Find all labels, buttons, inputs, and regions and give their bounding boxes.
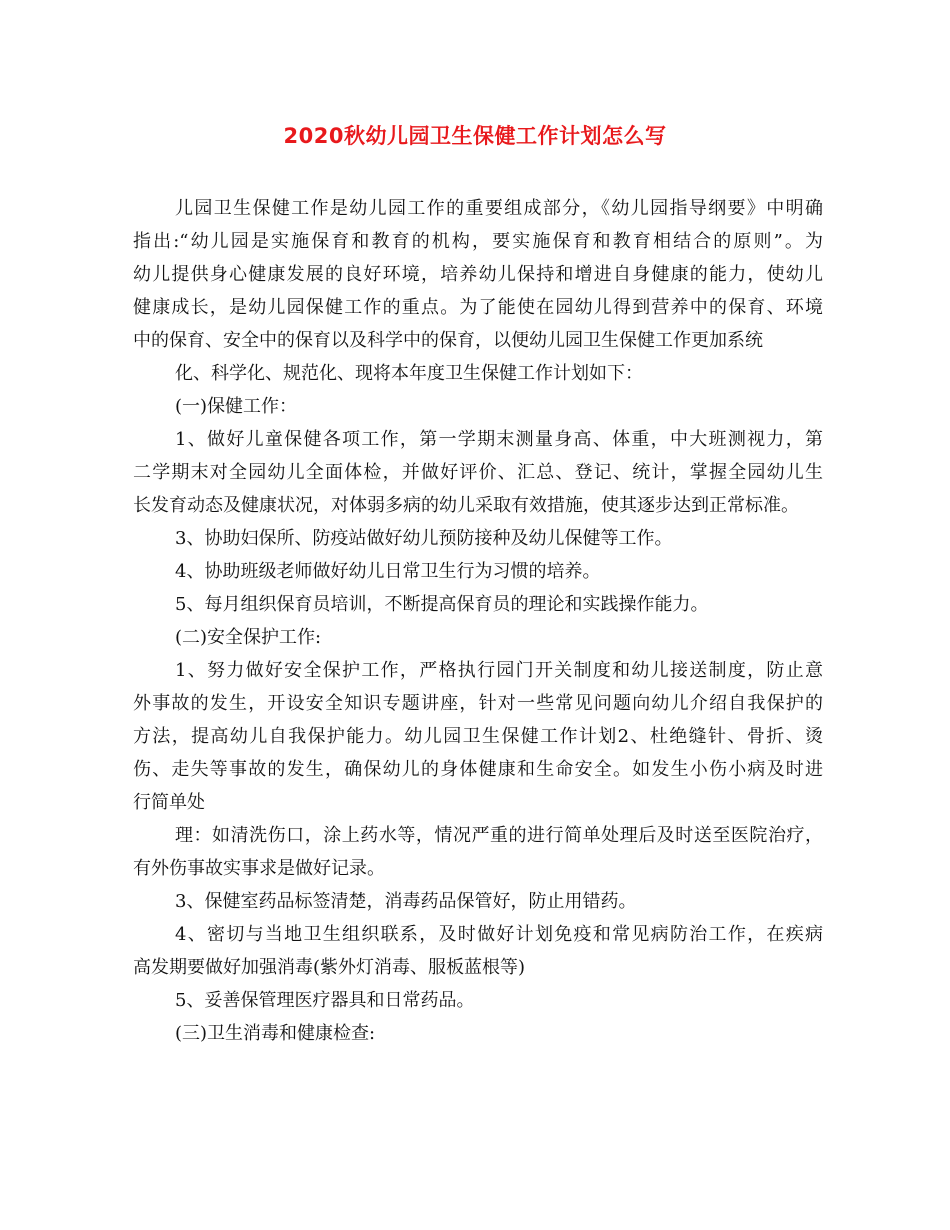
paragraph-line: 化、科学化、规范化、现将本年度卫生保健工作计划如下： — [175, 363, 643, 384]
list-item: 5、妥善保管理医疗器具和日常药品。 — [175, 990, 475, 1011]
paragraph-line: 儿园卫生保健工作是幼儿园工作的重要组成部分，《幼儿园指导纲要》中明确 — [175, 198, 823, 219]
paragraph-line: 二学期末对全园幼儿全面体检，并做好评价、汇总、登记、统计，掌握全园幼儿生 — [133, 462, 823, 483]
paragraph-line: 幼儿提供身心健康发展的良好环境，培养幼儿保持和增进自身健康的能力，使幼儿 — [133, 264, 823, 285]
paragraph-line: 健康成长，是幼儿园保健工作的重点。为了能使在园幼儿得到营养中的保育、环境 — [133, 297, 823, 318]
paragraph-line: 有外伤事故实事求是做好记录。 — [133, 858, 385, 879]
list-item: 3、保健室药品标签清楚，消毒药品保管好，防止用错药。 — [175, 891, 637, 912]
paragraph-line: 伤、走失等事故的发生，确保幼儿的身体健康和生命安全。如发生小伤小病及时进 — [133, 759, 823, 780]
document-title: 2020秋幼儿园卫生保健工作计划怎么写 — [283, 124, 667, 148]
section-heading: (二)安全保护工作: — [175, 627, 322, 648]
list-item: 4、协助班级老师做好幼儿日常卫生行为习惯的培养。 — [175, 561, 601, 582]
paragraph-line: 高发期要做好加强消毒(紫外灯消毒、服板蓝根等) — [133, 957, 526, 978]
document-body — [133, 192, 823, 1050]
section-heading: (三)卫生消毒和健康检查: — [175, 1023, 376, 1044]
paragraph-line: 指出:“幼儿园是实施保育和教育的机构，要实施保育和教育相结合的原则”。为 — [133, 231, 823, 252]
list-item: 3、协助妇保所、防疫站做好幼儿预防接种及幼儿保健等工作。 — [175, 528, 673, 549]
paragraph-line: 1、努力做好安全保护工作，严格执行园门开关制度和幼儿接送制度，防止意 — [175, 660, 823, 681]
paragraph-line: 方法，提高幼儿自我保护能力。幼儿园卫生保健工作计划2、杜绝缝针、骨折、烫 — [133, 726, 823, 747]
list-item: 5、每月组织保育员培训，不断提高保育员的理论和实践操作能力。 — [175, 594, 709, 615]
paragraph-line: 中的保育、安全中的保育以及科学中的保育，以便幼儿园卫生保健工作更加系统 — [133, 330, 763, 351]
section-heading: (一)保健工作： — [175, 396, 298, 417]
paragraph-line: 长发育动态及健康状况，对体弱多病的幼儿采取有效措施，使其逐步达到正常标准。 — [133, 495, 799, 516]
paragraph-line: 理：如清洗伤口，涂上药水等，情况严重的进行简单处理后及时送至医院治疗， — [175, 825, 823, 846]
paragraph-line: 行简单处 — [133, 792, 205, 813]
paragraph-line: 4、密切与当地卫生组织联系，及时做好计划免疫和常见病防治工作，在疾病 — [175, 924, 823, 945]
paragraph-line: 外事故的发生，开设安全知识专题讲座，针对一些常见问题向幼儿介绍自我保护的 — [133, 693, 823, 714]
paragraph-line: 1、做好儿童保健各项工作，第一学期末测量身高、体重，中大班测视力，第 — [175, 429, 823, 450]
